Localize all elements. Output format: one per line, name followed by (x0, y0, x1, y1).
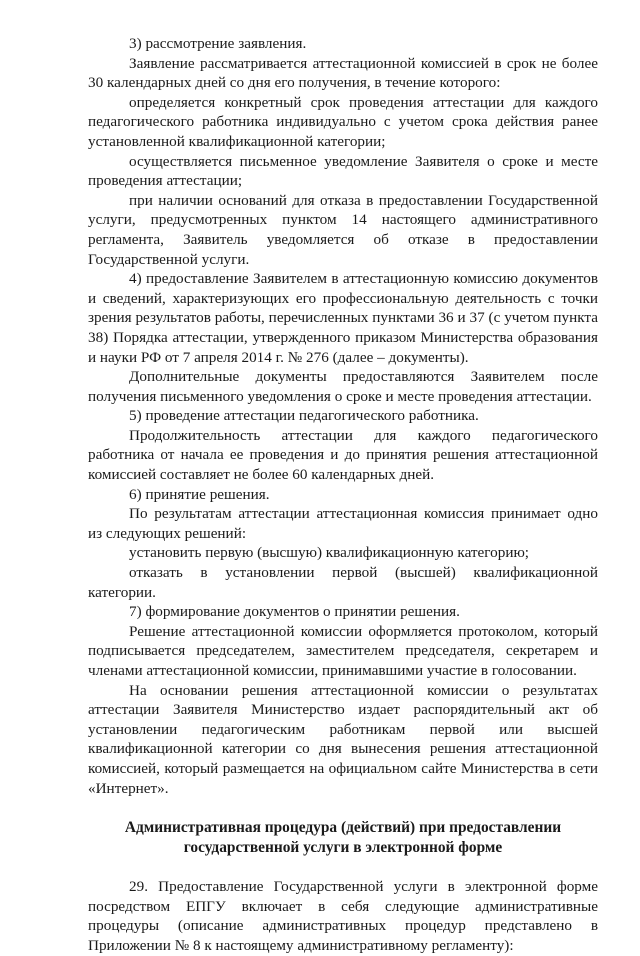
paragraph-step-6: 6) принятие решения. (129, 485, 270, 503)
paragraph-protocol: Решение аттестационной комиссии оформляется протоколом, который подписывается председателем, заместителем председателя, секретарем и членами аттестационной комиссии, принимавшими участие в голосовании. (88, 622, 598, 679)
paragraph-step-3: 3) рассмотрение заявления. (129, 35, 307, 52)
paragraph-decision-establish: установить первую (высшую) квалификационную категорию; (129, 544, 530, 562)
paragraph-step-7: 7) формирование документов о принятии решения. (129, 603, 460, 621)
section-heading-line-2: государственной услуги в электронной форме (183, 839, 503, 857)
paragraph-step-4: 4) предоставление Заявителем в аттестационную комиссию документов и сведений, характеризующих его профессиональную деятельность с точки зрения результатов работы, перечисленных пунктами 36 и 37 (с учетом пункта 38) Порядка аттестации, утвержденного приказом Министерства образования и науки РФ от 7 апреля 2014 г. № 276 (далее – документы). (88, 270, 598, 366)
paragraph-decisions-intro: По результатам аттестации аттестационная комиссия принимает одно из следующих решений: (88, 505, 598, 542)
paragraph-duration: Продолжительность аттестации для каждого педагогического работника от начала ее проведения и до принятия решения аттестационной комиссией составляет не более 60 календарных дней. (88, 426, 598, 484)
paragraph-decision-refuse: отказать в установлении первой (высшей) квалификационной категории. (88, 564, 598, 601)
section-heading-line-1: Административная процедура (действий) при предоставлении (124, 819, 562, 837)
paragraph-ministry-act: На основании решения аттестационной комиссии о результатах аттестации Заявителя Министерство издает распорядительный акт об установлении педагогическим работникам первой или высшей квалификационной категории со дня вынесения решения аттестационной комиссией, который размещается на официальном сайте Министерства в сети «Интернет». (88, 681, 598, 797)
section-heading (88, 818, 598, 858)
document-body (88, 34, 598, 956)
paragraph-notification: осуществляется письменное уведомление Заявителя о сроке и месте проведения аттестации; (88, 152, 598, 190)
paragraph-determine-term: определяется конкретный срок проведения аттестации для каждого педагогического работника индивидуально с учетом срока действия ранее установленной квалификационной категории; (88, 93, 598, 150)
paragraph-refusal-grounds: при наличии оснований для отказа в предоставлении Государственной услуги, предусмотренных пунктом 14 настоящего административного регламента, Заявитель уведомляется об отказе в предоставлении Государственной услуги. (88, 191, 598, 268)
paragraph-step-5: 5) проведение аттестации педагогического работника. (129, 407, 479, 425)
paragraph-section-29: 29. Предоставление Государственной услуги в электронной форме посредством ЕПГУ включает в себя следующие административные процедуры (описание административных процедур представлено в Приложении № 8 к настоящему административному регламенту): (88, 878, 598, 954)
paragraph-review-term: Заявление рассматривается аттестационной комиссией в срок не более 30 календарных дней со дня его получения, в течение которого: (88, 54, 598, 92)
paragraph-additional-docs: Дополнительные документы предоставляются Заявителем после получения письменного уведомления о сроке и месте проведения аттестации. (88, 368, 598, 405)
